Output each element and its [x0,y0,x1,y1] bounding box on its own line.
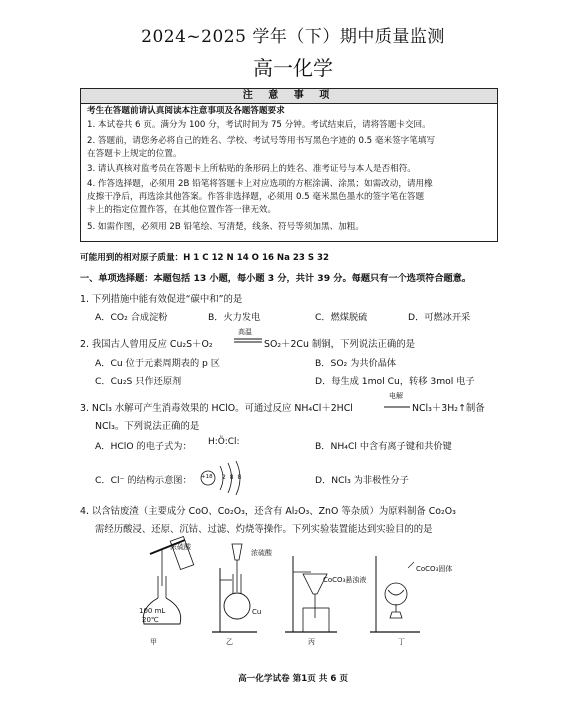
question-3-option-a: A．HClO 的电子式为： [95,441,192,452]
label-cobalt-carbonate-suspension: CoCO₃悬浊液 [323,576,367,584]
notice-heading: 注 意 事 项 [81,89,497,104]
notice-item: 卡上的指定位置作答，在其他位置作答一律无效。 [87,205,277,215]
reaction-arrow [384,405,410,411]
question-2-option-b: B．SO₂ 为共价晶体 [315,358,397,369]
notice-item: 3. 请认真核对监考员在答题卡上所粘贴的条形码上的姓名、准考证号与本人是否相符。 [87,164,416,174]
question-3-option-d: D．NCl₃ 为非极性分子 [315,475,409,486]
question-1-option-c: C．燃煤脱硫 [315,312,368,323]
question-1-option-d: D．可燃冰开采 [408,312,471,323]
page-footer: 高一化学试卷 第1页 共 6 页 [238,674,348,684]
question-3-option-b: B．NH₄Cl 中含有离子键和共价键 [315,441,452,452]
question-3-option-c: C．Cl⁻ 的结构示意图： [95,475,192,486]
reaction-condition: 高温 [238,328,252,336]
electron-formula: H:Ö:Cl: [208,437,240,447]
notice-item: 5. 如需作图，必须用 2B 铅笔绘、写清楚，线条、符号等须加黑、加粗。 [87,222,364,232]
question-1-option-b: B．火力发电 [208,312,261,323]
question-2-option-d: D．每生成 1mol Cu，转移 3mol 电子 [315,376,475,387]
apparatus-label-ding: 丁 [398,638,405,646]
notice-item: 皮擦干净后，再选涂其他答案。作答非选择题，必须用 0.5 毫米黑色墨水的签字笔在答题 [87,192,425,202]
question-2-stem-end: SO₂＋2Cu 制铜，下列说法正确的是 [264,339,416,350]
label-flask-volume: 100 mL [139,607,166,615]
nucleus-charge: +18 [201,474,213,480]
question-1-stem: 1. 下列措施中能有效促进“碳中和”的是 [80,294,243,305]
apparatus-bing-filtration [285,552,340,640]
exam-subject: 高一化学 [253,56,333,80]
apparatus-label-jia: 甲 [150,638,157,646]
atomic-masses: 可能用到的相对原子质量：H 1 C 12 N 14 O 16 Na 23 S 32 [80,253,329,263]
question-4-stem: 4. 以含钴废渣（主要成分 CoO、Co₂O₃，还含有 Al₂O₃、ZnO 等杂质）为原料制备 Co₂O₃ [80,506,456,517]
question-2-option-a: A．Cu 位于元素周期表的 p 区 [95,358,220,369]
question-2-stem: 2. 我国古人曾用反应 Cu₂S＋O₂ [80,339,213,350]
apparatus-label-yi: 乙 [226,638,233,646]
exam-title: 2024~2025 学年（下）期中质量监测 [141,27,445,47]
apparatus-label-bing: 丙 [308,638,315,646]
reaction-arrow [234,338,262,344]
notice-box [80,88,498,242]
electron-shells: 2 8 8 [222,474,243,481]
question-1-option-a: A．CO₂ 合成淀粉 [95,312,168,323]
notice-item: 2. 答题前，请您务必将自己的姓名、学校、考试号等用书写黑色字迹的 0.5 毫米签字笔填写 [87,136,436,146]
question-2-option-c: C．Cu₂S 只作还原剂 [95,376,182,387]
label-conc-sulfuric-acid: 浓硫酸 [170,543,191,551]
section-heading: 一、单项选择题：本题包括 13 小题，每小题 3 分，共计 39 分。每题只有一个选项符合题意。 [80,273,472,284]
question-3-stem-line2: NCl₃。下列说法正确的是 [95,421,200,432]
label-flask-temp: 20℃ [142,616,159,624]
label-conc-sulfuric-acid-2: 浓硫酸 [251,549,272,557]
notice-item: 1. 本试卷共 6 页。满分为 100 分，考试时间为 75 分钟。考试结束后，请将答题卡交回。 [87,120,431,130]
notice-item: 4. 作答选择题，必须用 2B 铅笔将答题卡上对应选项的方框涂满、涂黑；如需改动，请用橡 [87,179,433,189]
label-copper: Cu [252,608,262,616]
question-4-stem-line2: 需经历酸浸、还原、沉钴、过滤、灼烧等操作。下列实验装置能达到实验目的的是 [95,524,433,535]
question-3-stem-end: NCl₃＋3H₂↑制备 [412,403,485,414]
notice-lead: 考生在答题前请认真阅读本注意事项及各题答题要求 [87,106,285,116]
notice-item: 在答题卡上规定的位置。 [87,149,182,159]
reaction-condition: 电解 [389,392,403,400]
question-3-stem: 3. NCl₃ 水解可产生消毒效果的 HClO。可通过反应 NH₄Cl＋2HCl [80,403,353,414]
label-cobalt-carbonate-solid: CoCO₃固体 [416,565,453,573]
